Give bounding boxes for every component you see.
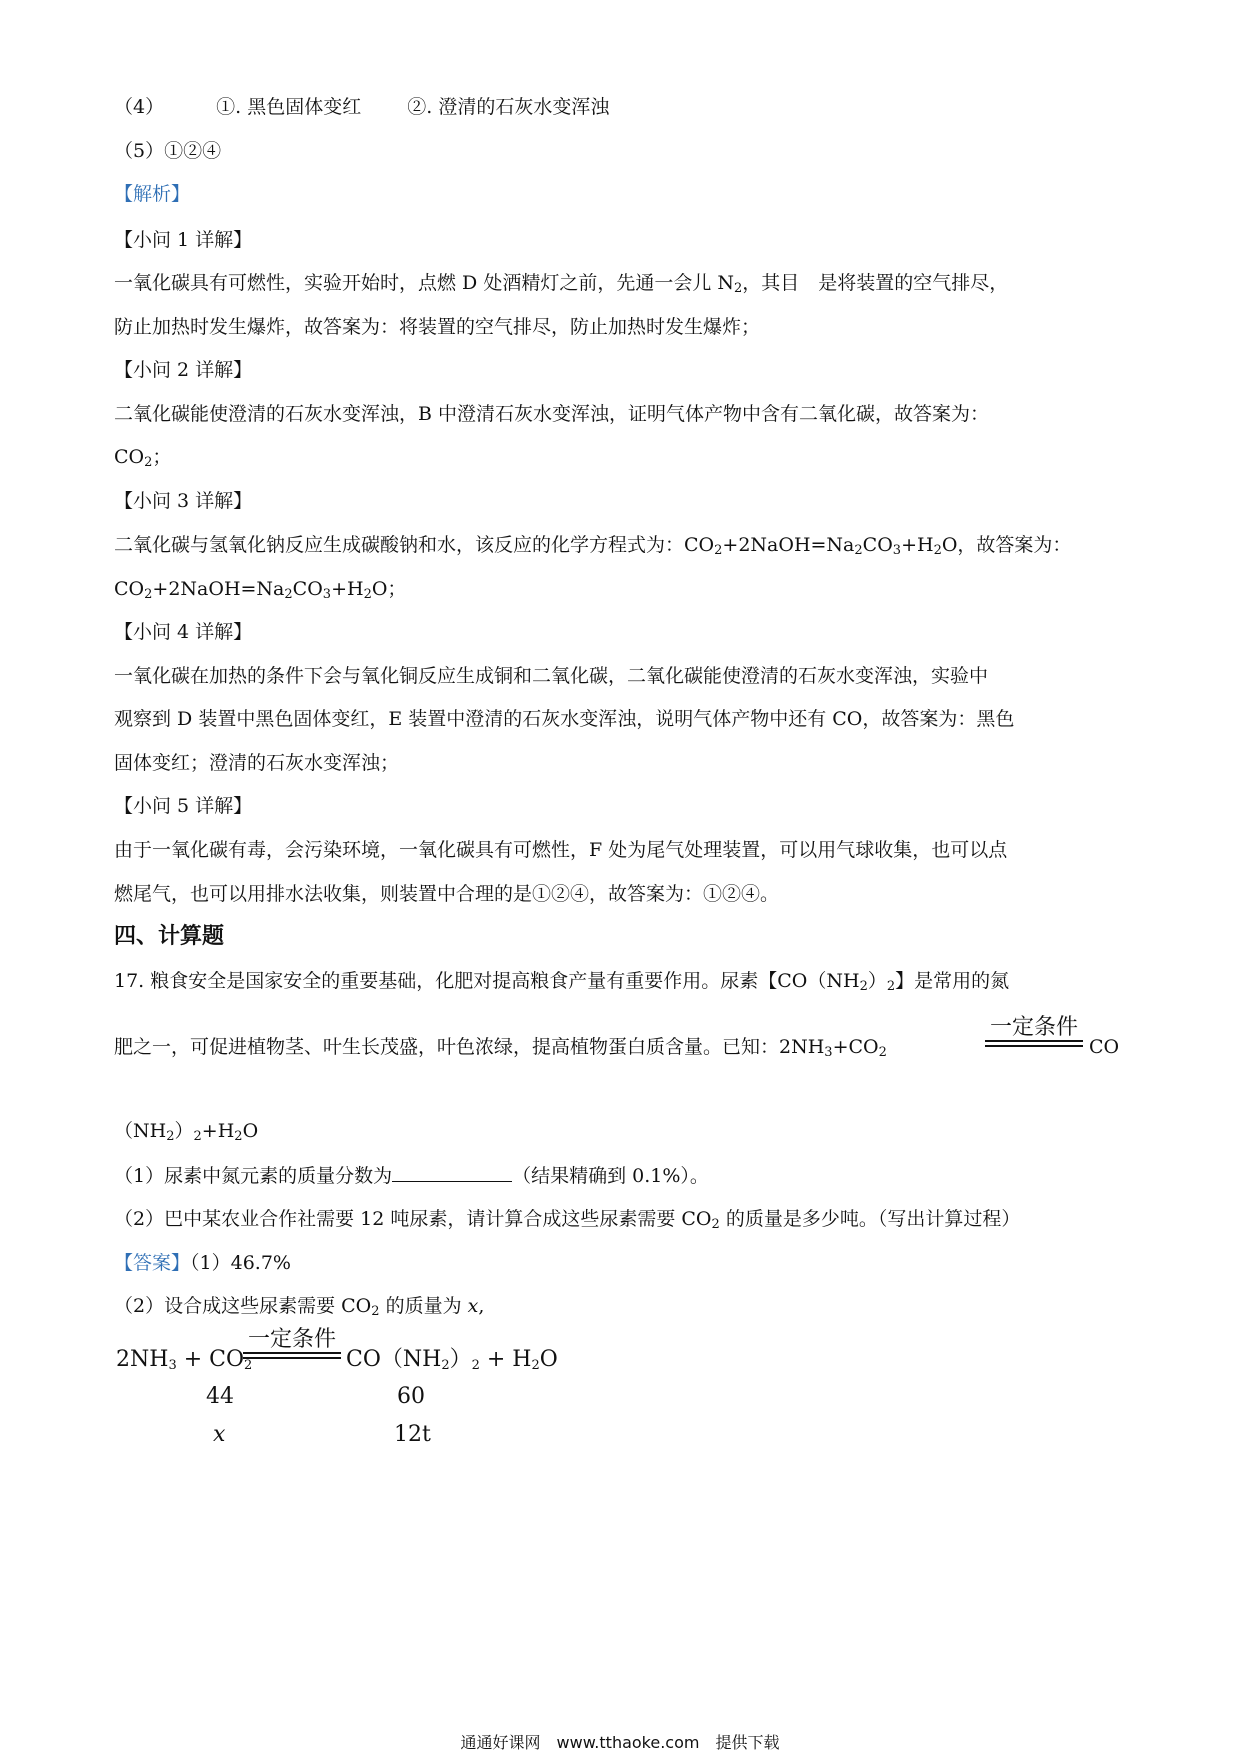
q1-text-b: ，其目 是将装置的空气排尽，: [742, 272, 1009, 294]
equation-double-line: [243, 1352, 341, 1359]
q3-text-a: 二氧化碳与氢氧化钠反应生成碳酸钠和水，该反应的化学方程式为：CO: [114, 534, 715, 556]
q2-text-line2: [114, 444, 171, 470]
q1-title: 【小问 1 详解】: [114, 229, 253, 251]
q3-text-line2: [114, 576, 406, 602]
p17-after-arrow: CO: [1089, 1036, 1120, 1058]
p17-line3: [114, 1118, 258, 1144]
q1-text-a: 一氧化碳具有可燃性，实验开始时，点燃 D 处酒精灯之前，先通一会儿 N: [114, 272, 734, 294]
q4-text-line3: 固体变红；澄清的石灰水变浑浊；: [114, 752, 400, 774]
subscript: 2: [714, 543, 723, 558]
subscript: 2: [166, 1129, 175, 1144]
subscript: 3: [892, 543, 902, 558]
subscript: 2: [733, 281, 743, 296]
answer-blank[interactable]: [392, 1163, 512, 1182]
q2-text-line1: 二氧化碳能使澄清的石灰水变浑浊，B 中澄清石灰水变浑浊，证明气体产物中含有二氧化碳，故答案为：: [114, 403, 990, 425]
answer-5: （5）①②④: [114, 140, 222, 162]
q5-text-line2: 燃尾气，也可以用排水法收集，则装置中合理的是①②④，故答案为：①②④。: [114, 883, 780, 905]
subscript: 2: [471, 1358, 480, 1373]
section-heading: 四、计算题: [114, 924, 225, 949]
subscript: 2: [441, 1358, 450, 1373]
q4-text-line2: 观察到 D 装置中黑色固体变红，E 装置中澄清的石灰水变浑浊，说明气体产物中还有 CO，故答案为：黑色: [114, 708, 1015, 730]
answer-line1: [114, 1250, 291, 1276]
eq-part: CO（NH: [346, 1347, 442, 1372]
q1-text-line2: 防止加热时发生爆炸，故答案为：将装置的空气排尽，防止加热时发生爆炸；: [114, 316, 761, 338]
equals-double-line: [985, 1040, 1083, 1047]
q3-title: 【小问 3 详解】: [114, 490, 253, 512]
unknown-x: x: [213, 1422, 226, 1447]
p17-text-a: 肥之一，可促进植物茎、叶生长茂盛，叶色浓绿，提高植物蛋白质含量。已知：2NH: [114, 1036, 825, 1058]
subscript: 2: [711, 1217, 720, 1232]
q4-title: 【小问 4 详解】: [114, 621, 253, 643]
mass-44: 44: [206, 1384, 234, 1409]
q3-text-c: CO: [292, 578, 323, 600]
q2-punct: ；: [152, 446, 172, 468]
answer-4-number: （4）: [114, 96, 165, 118]
q2-title: 【小问 2 详解】: [114, 359, 253, 381]
q3-text-e: O；: [371, 578, 407, 600]
footer-source: 通通好课网 www.tthaoke.com 提供下载: [460, 1733, 780, 1752]
q3-text-c: CO: [862, 534, 893, 556]
q3-text-b: +2NaOH=Na: [722, 534, 855, 556]
subscript: 2: [859, 979, 868, 994]
p17-q2-text: （2）巴中某农业合作社需要 12 吨尿素，请计算合成这些尿素需要 CO: [114, 1208, 712, 1230]
subscript: 2: [933, 543, 942, 558]
answer-4-part1: ①. 黑色固体变红: [216, 96, 362, 118]
answer-4: [114, 94, 609, 120]
answer-2-punct: ,: [478, 1295, 485, 1317]
q2-formula: CO: [114, 446, 145, 468]
q1-text-line1: [114, 270, 1008, 296]
equation-left: [116, 1346, 252, 1374]
p17-text-b: ）: [174, 1120, 194, 1142]
eq-part: + H: [479, 1347, 532, 1372]
answer-label: 【答案】: [114, 1252, 191, 1274]
subscript: 2: [144, 455, 153, 470]
answer-line2: [114, 1293, 484, 1319]
q5-title: 【小问 5 详解】: [114, 795, 253, 817]
q3-text-d: +H: [901, 534, 934, 556]
p17-q1-text: （1）尿素中氮元素的质量分数为: [114, 1165, 393, 1187]
eq-part: O: [539, 1347, 558, 1372]
subscript: 2: [244, 1358, 253, 1373]
answer-1: （1）46.7%: [190, 1252, 291, 1274]
q3-text-a: CO: [114, 578, 145, 600]
reaction-condition: 一定条件: [989, 1015, 1078, 1040]
variable-x: x: [467, 1295, 479, 1317]
p17-text-c: +H: [201, 1120, 235, 1142]
equation-right: [346, 1346, 558, 1374]
mass-12t: 12t: [394, 1422, 431, 1447]
subscript: 2: [531, 1358, 540, 1373]
q3-text-b: +2NaOH=Na: [152, 578, 285, 600]
subscript: 2: [886, 979, 896, 994]
subscript: 2: [854, 543, 863, 558]
p17-q1-note: （结果精确到 0.1%）。: [512, 1165, 709, 1187]
subscript: 3: [168, 1358, 177, 1373]
answer-4-part2: ②. 澄清的石灰水变浑浊: [407, 96, 610, 118]
analysis-label: 【解析】: [114, 183, 191, 205]
q4-text-line1: 一氧化碳在加热的条件下会与氧化铜反应生成铜和二氧化碳，二氧化碳能使澄清的石灰水变浑浊，实验中: [114, 665, 989, 687]
subscript: 2: [193, 1129, 202, 1144]
eq-part: + CO: [176, 1347, 245, 1372]
p17-text-d: O: [242, 1120, 259, 1142]
q3-text-d: +H: [331, 578, 364, 600]
subscript: 2: [371, 1304, 380, 1319]
p17-text-a: （NH: [114, 1120, 167, 1142]
subscript: 2: [234, 1129, 243, 1144]
subscript: 3: [322, 587, 332, 602]
p17-q1: [114, 1163, 709, 1189]
q3-text-e: O，故答案为：: [941, 534, 1072, 556]
answer-2-text-b: 的质量为: [379, 1295, 468, 1317]
eq-part: ）: [449, 1347, 472, 1372]
p17-line2: [114, 1034, 887, 1060]
subscript: 2: [878, 1045, 887, 1060]
q3-text-line1: [114, 532, 1071, 558]
p17-text-c: 】是常用的氮: [895, 970, 1010, 992]
subscript: 2: [144, 587, 153, 602]
answer-2-text: （2）设合成这些尿素需要 CO: [114, 1295, 372, 1317]
subscript: 3: [824, 1045, 833, 1060]
subscript: 2: [363, 587, 372, 602]
p17-text-a: 17. 粮食安全是国家安全的重要基础，化肥对提高粮食产量有重要作用。尿素【CO（NH: [114, 970, 860, 992]
p17-q2-note: 的质量是多少吨。（写出计算过程）: [719, 1208, 1021, 1230]
eq-part: 2NH: [116, 1347, 169, 1372]
subscript: 2: [284, 587, 293, 602]
mass-60: 60: [397, 1384, 425, 1409]
p17-line1: [114, 968, 1009, 994]
p17-text-b: +CO: [832, 1036, 879, 1058]
p17-text-b: ）: [867, 970, 887, 992]
q5-text-line1: 由于一氧化碳有毒，会污染环境，一氧化碳具有可燃性，F 处为尾气处理装置，可以用气球收集，也可以点: [114, 839, 1008, 861]
equation-condition: 一定条件: [247, 1327, 336, 1352]
p17-q2: [114, 1206, 1020, 1232]
